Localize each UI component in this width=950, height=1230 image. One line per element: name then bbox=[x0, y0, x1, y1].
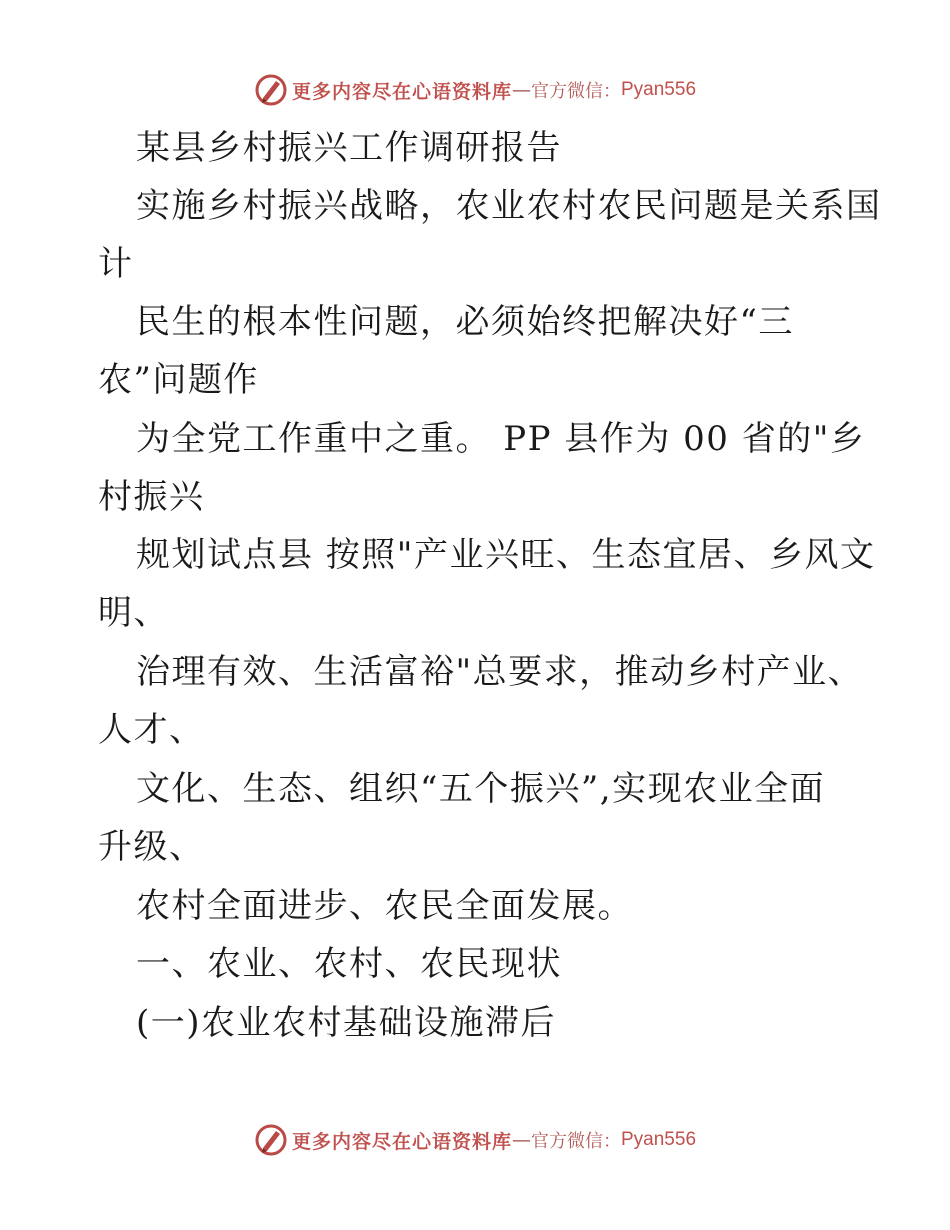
header-watermark-banner bbox=[0, 70, 950, 110]
section-heading: 一、农业、农村、农民现状 bbox=[136, 944, 562, 984]
subsection-heading: (一)农业农村基础设施滞后 bbox=[136, 1003, 557, 1043]
wechat-id: Pyan556 bbox=[621, 79, 697, 100]
wechat-label: 官方微信： bbox=[531, 81, 621, 102]
paragraph-line: 村振兴 bbox=[98, 477, 205, 517]
paragraph-line: 明、 bbox=[98, 593, 169, 633]
paragraph-line: 治理有效、生活富裕"总要求，推动乡村产业、 bbox=[136, 652, 864, 692]
paragraph-line: 实施乡村振兴战略，农业农村农民问题是关系国 bbox=[136, 186, 882, 226]
paragraph-line: 升级、 bbox=[98, 827, 205, 867]
paragraph-line: 计 bbox=[98, 244, 134, 284]
document-title: 某县乡村振兴工作调研报告 bbox=[136, 128, 562, 168]
pen-logo-icon bbox=[254, 1123, 288, 1157]
footer-watermark-banner bbox=[0, 1120, 950, 1160]
paragraph-line: 民生的根本性问题，必须始终把解决好“三 bbox=[136, 302, 794, 342]
paragraph-line: 农”问题作 bbox=[98, 360, 259, 400]
brand-name: 更多内容尽在心语资料库 bbox=[291, 1130, 512, 1153]
paragraph-line: 人才、 bbox=[98, 710, 205, 750]
wechat-id: Pyan556 bbox=[621, 1129, 697, 1150]
brand-name: 更多内容尽在心语资料库 bbox=[291, 80, 512, 103]
paragraph-line: 规划试点县 按照"产业兴旺、生态宜居、乡风文 bbox=[136, 535, 876, 575]
banner-separator: — bbox=[512, 1129, 531, 1151]
banner-separator: — bbox=[512, 79, 531, 101]
paragraph-line: 为全党工作重中之重。 PP 县作为 00 省的"乡 bbox=[136, 419, 866, 459]
paragraph-line: 农村全面进步、农民全面发展。 bbox=[136, 886, 633, 926]
paragraph-line: 文化、生态、组织“五个振兴”,实现农业全面 bbox=[136, 769, 826, 809]
pen-logo-icon bbox=[254, 73, 288, 107]
wechat-label: 官方微信： bbox=[531, 1131, 621, 1152]
